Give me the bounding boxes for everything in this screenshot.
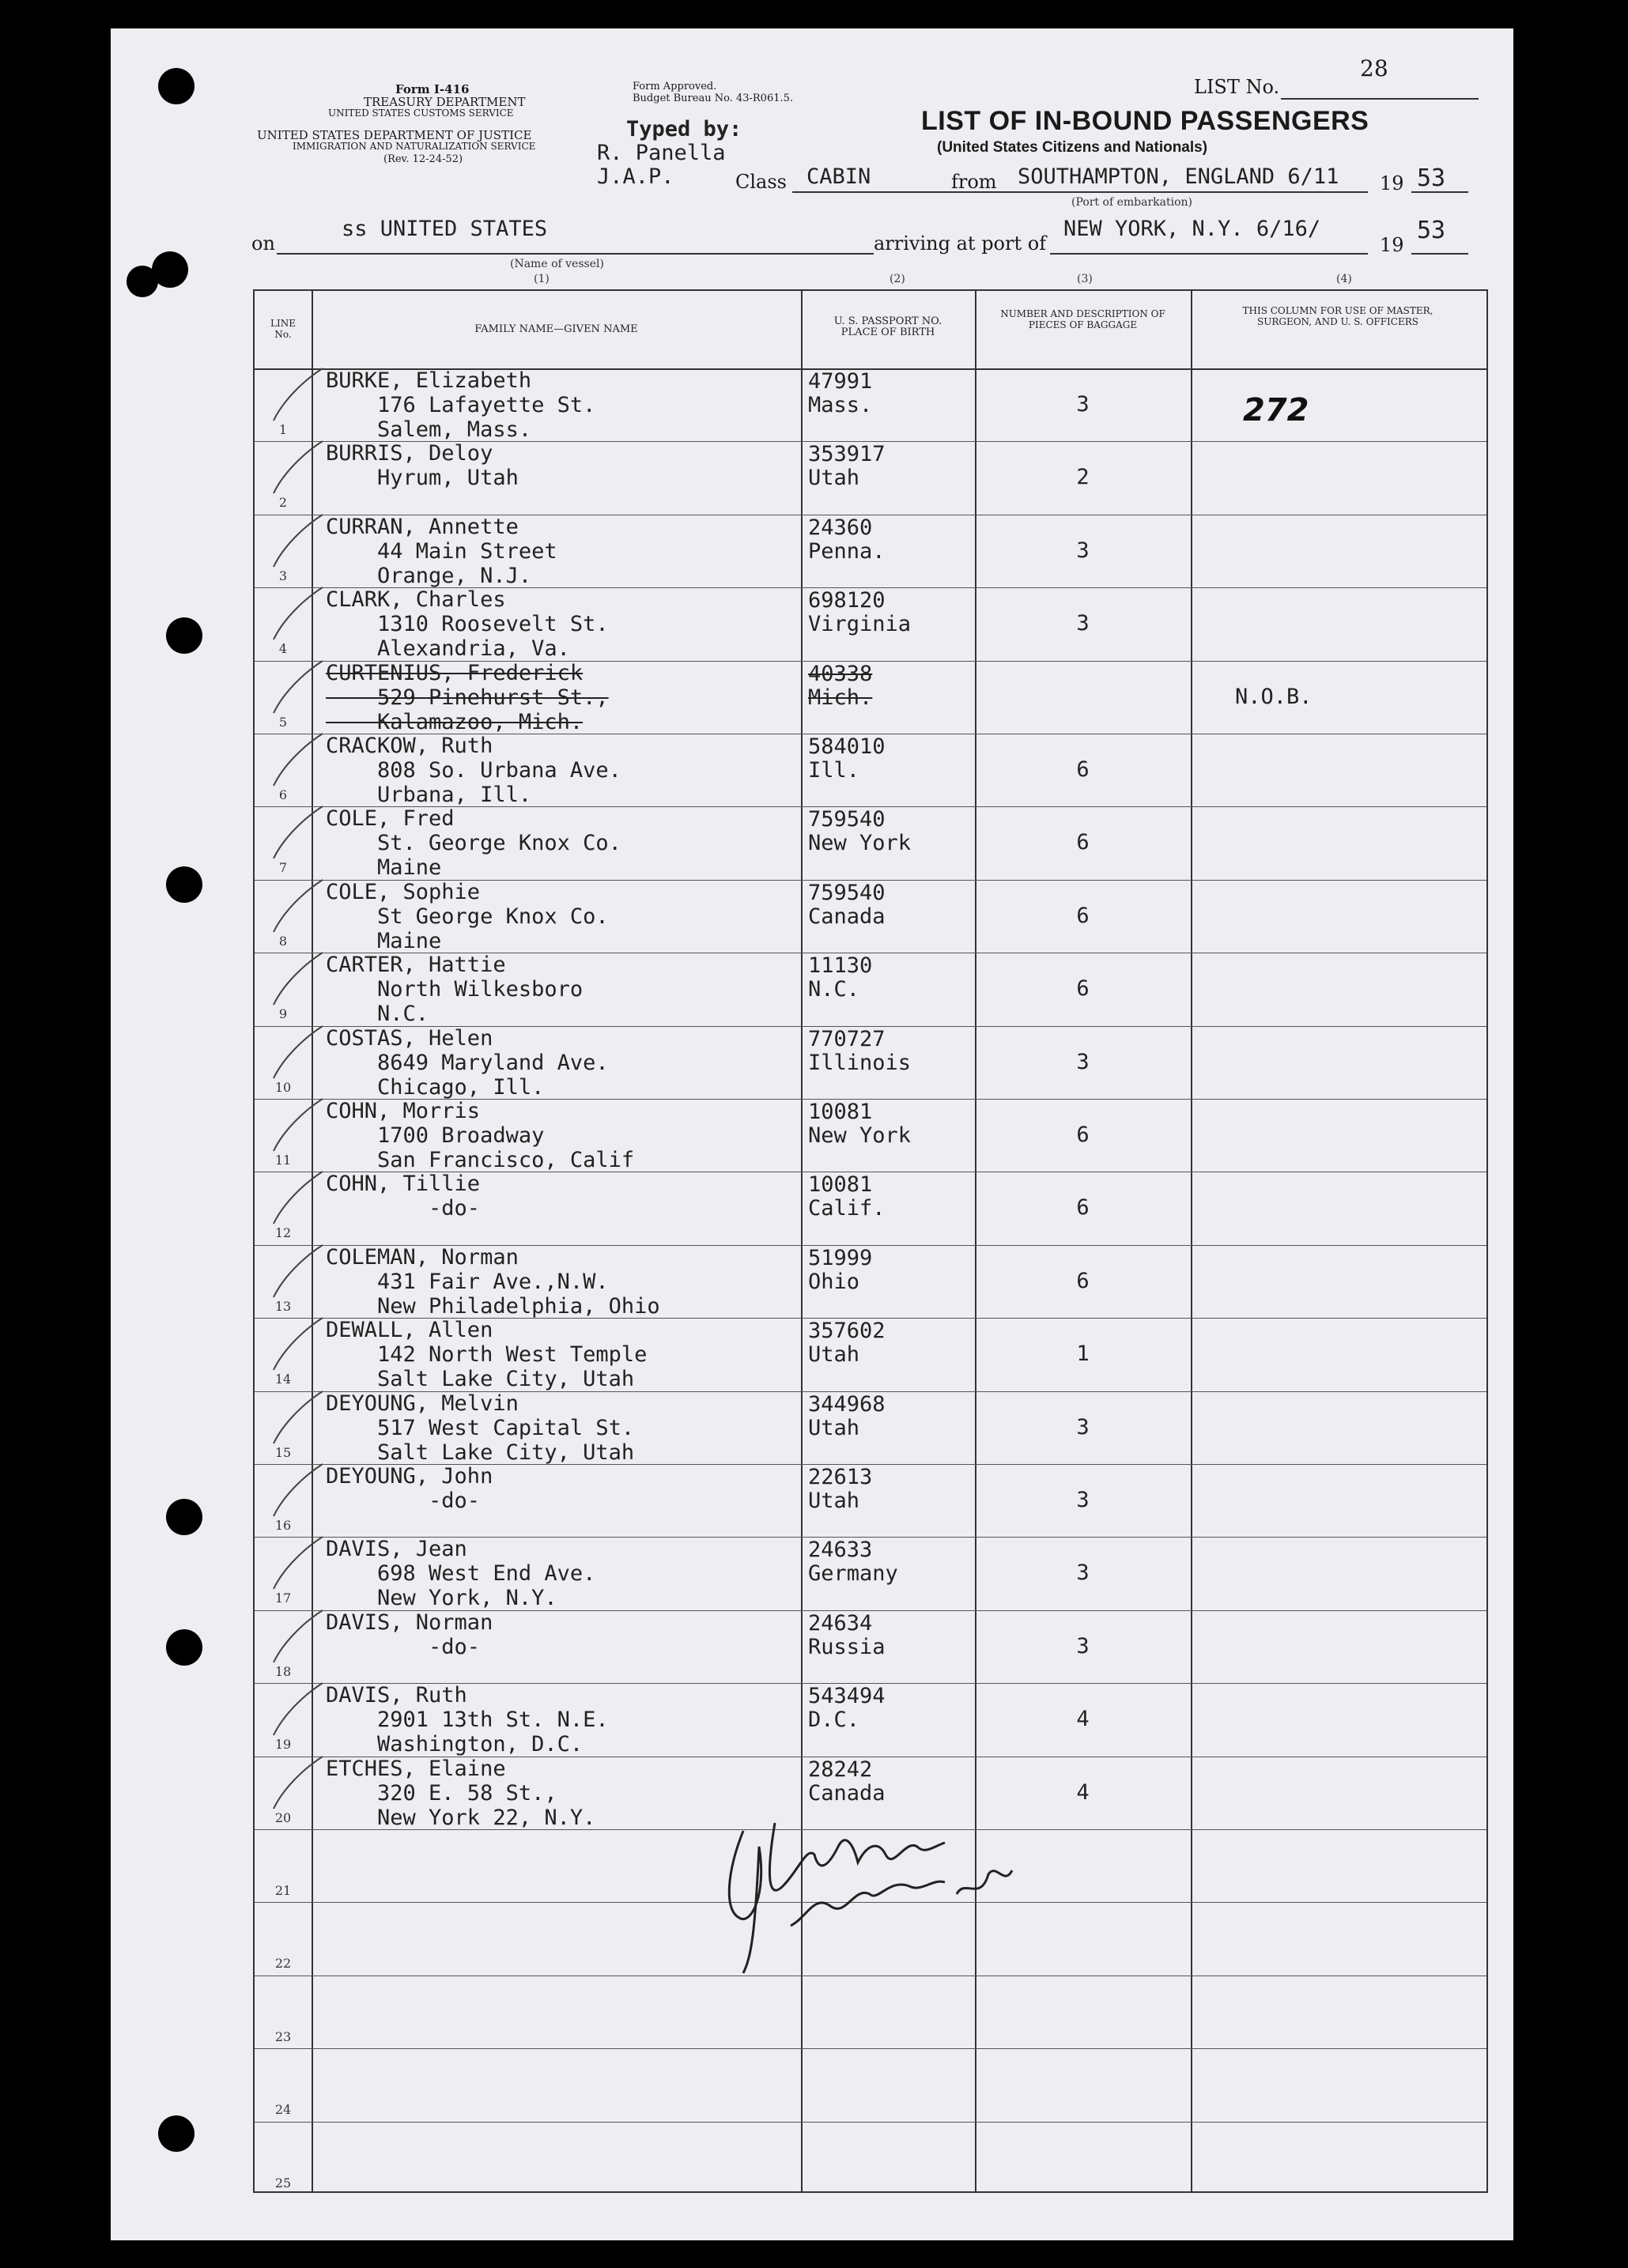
line-number: 14 (274, 1372, 292, 1387)
baggage-count: 6 (1076, 976, 1090, 1002)
line-number: 17 (274, 1591, 292, 1606)
place-of-birth: Illinois (808, 1050, 912, 1075)
baggage-count: 3 (1076, 1560, 1090, 1586)
passenger-address: -do- (326, 1634, 481, 1659)
col-num-4: (4) (1336, 273, 1352, 285)
baggage-count: 3 (1076, 1049, 1090, 1074)
passport-number: 543494 (808, 1684, 886, 1709)
passenger-address: St. George Knox Co. (326, 831, 621, 856)
check-mark-icon (267, 949, 331, 1021)
table-row (255, 1391, 1486, 1465)
check-mark-icon (267, 877, 331, 948)
passenger-address: 517 West Capital St. (326, 1415, 635, 1440)
officer-remark: N.O.B. (1235, 684, 1313, 709)
line-number: 22 (274, 1956, 292, 1972)
passenger-address: 2901 13th St. N.E. (326, 1708, 609, 1733)
passport-number: 357602 (808, 1319, 886, 1344)
passenger-address: Maine (326, 855, 442, 881)
check-mark-icon (267, 803, 331, 874)
line-number: 5 (278, 714, 288, 730)
baggage-count: 6 (1076, 757, 1090, 782)
vessel-caption: (Name of vessel) (510, 258, 604, 270)
passenger-address: -do- (326, 1489, 481, 1513)
check-mark-icon (267, 1753, 331, 1825)
place-of-birth: Calif. (808, 1196, 886, 1221)
passport-number: 47991 (808, 369, 873, 394)
passenger-address: 142 North West Temple (326, 1342, 648, 1368)
passenger-address: Hyrum, Utah (326, 466, 519, 491)
from-year-prefix: 19 (1380, 172, 1404, 194)
passenger-address: Maine (326, 928, 442, 953)
typed-by-name: R. Panella (597, 141, 726, 165)
check-mark-icon (267, 1168, 331, 1240)
table-row (255, 1683, 1486, 1757)
page-subtitle: (United States Citizens and Nationals) (937, 139, 1208, 156)
check-mark-icon (267, 1607, 331, 1678)
passport-number: 759540 (808, 807, 886, 832)
typed-by-label: Typed by: (626, 117, 742, 142)
passenger-name: CURRAN, Annette (326, 514, 519, 539)
table-row (255, 661, 1486, 734)
passenger-address: Salt Lake City, Utah (326, 1440, 635, 1465)
class-value: CABIN (806, 164, 871, 189)
passenger-name: ETCHES, Elaine (326, 1756, 506, 1781)
table-row (255, 1610, 1486, 1684)
table-row (255, 515, 1486, 588)
line-number: 3 (278, 568, 288, 583)
passenger-address: St George Knox Co. (326, 904, 609, 929)
table-row (255, 1026, 1486, 1100)
from-value: SOUTHAMPTON, ENGLAND 6/11 (1018, 164, 1339, 189)
table-row (255, 806, 1486, 880)
passenger-name: COLE, Fred (326, 806, 455, 832)
passport-number: 353917 (808, 442, 886, 467)
passenger-address: 529 Pinehurst St., (326, 685, 609, 710)
passenger-address: 698 West End Ave. (326, 1561, 596, 1587)
baggage-count: 6 (1076, 830, 1090, 855)
place-of-birth: Virginia (808, 612, 912, 637)
table-row (255, 1172, 1486, 1245)
binder-hole (152, 251, 188, 288)
passenger-address: New Philadelphia, Ohio (326, 1293, 660, 1319)
binder-hole (158, 2115, 195, 2152)
form-approved: Form Approved. (633, 81, 717, 92)
check-mark-icon (267, 1023, 331, 1094)
passport-number: 584010 (808, 734, 886, 759)
line-number: 24 (274, 2102, 292, 2118)
check-mark-icon (267, 1388, 331, 1459)
line-number: 10 (274, 1079, 292, 1095)
arrival-year: 53 (1417, 217, 1446, 244)
passport-number: 11130 (808, 953, 873, 979)
baggage-count: 4 (1076, 1707, 1090, 1732)
passenger-address: New York, N.Y. (326, 1586, 557, 1611)
table-row (255, 880, 1486, 953)
table-row (255, 1464, 1486, 1538)
line-number: 23 (274, 2028, 292, 2044)
baggage-count: 3 (1076, 1414, 1090, 1440)
binder-hole (166, 617, 202, 654)
passenger-address: 431 Fair Ave.,N.W. (326, 1269, 609, 1294)
customs-service: UNITED STATES CUSTOMS SERVICE (328, 108, 514, 119)
place-of-birth: New York (808, 1123, 912, 1148)
place-of-birth: Penna. (808, 538, 886, 564)
check-mark-icon (267, 1096, 331, 1167)
place-of-birth: Germany (808, 1561, 898, 1587)
line-number: 7 (278, 860, 288, 876)
col-header-baggage: NUMBER AND DESCRIPTION OF PIECES OF BAGGAGE (1000, 308, 1165, 330)
passenger-address: 320 E. 58 St., (326, 1780, 557, 1806)
officer-signature (720, 1799, 1067, 1989)
binder-hole (166, 1629, 202, 1666)
place-of-birth: N.C. (808, 977, 860, 1002)
baggage-count: 3 (1076, 392, 1090, 417)
table-row (255, 2048, 1486, 2122)
passenger-address: 1700 Broadway (326, 1123, 545, 1148)
arriving-label: arriving at port of (874, 232, 1047, 255)
line-number: 16 (274, 1518, 292, 1533)
check-mark-icon (267, 584, 331, 655)
place-of-birth: Ohio (808, 1269, 860, 1294)
binder-hole (166, 1499, 202, 1535)
check-mark-icon (267, 1534, 331, 1605)
passenger-name: DEWALL, Allen (326, 1318, 493, 1343)
passenger-address: 1310 Roosevelt St. (326, 612, 609, 637)
passport-number: 759540 (808, 880, 886, 905)
baggage-count: 6 (1076, 1195, 1090, 1221)
passenger-address: 44 Main Street (326, 538, 557, 564)
place-of-birth: Mass. (808, 393, 873, 417)
passenger-name: COLEMAN, Norman (326, 1244, 519, 1270)
line-number: 6 (278, 787, 288, 802)
passenger-address: Chicago, Ill. (326, 1074, 545, 1100)
passenger-address: 808 So. Urbana Ave. (326, 758, 621, 783)
check-mark-icon (267, 365, 331, 436)
vessel-name: ss UNITED STATES (342, 217, 548, 241)
col-header-officers: THIS COLUMN FOR USE OF MASTER, SURGEON, AND U. S. OFFICERS (1242, 305, 1433, 327)
list-no-label: LIST No. (1194, 76, 1280, 98)
passport-number: 770727 (808, 1026, 886, 1051)
table-row (255, 1318, 1486, 1391)
col-header-line-no: LINE No. (270, 318, 296, 340)
place-of-birth: Russia (808, 1634, 886, 1659)
line-number: 13 (274, 1298, 292, 1314)
from-year: 53 (1417, 164, 1446, 192)
passenger-address: San Francisco, Calif (326, 1148, 635, 1172)
budget-bureau: Budget Bureau No. 43-R061.5. (633, 92, 794, 104)
place-of-birth: Ill. (808, 758, 860, 783)
check-mark-icon (267, 730, 331, 802)
col-num-3: (3) (1077, 273, 1093, 285)
table-row (255, 1245, 1486, 1319)
place-of-birth: D.C. (808, 1708, 860, 1733)
line-number: 20 (274, 1809, 292, 1825)
passenger-address: Kalamazoo, Mich. (326, 709, 584, 734)
place-of-birth: Canada (808, 904, 886, 929)
line-number: 25 (274, 2175, 292, 2191)
passport-number: 24634 (808, 1610, 873, 1636)
passenger-name: COHN, Morris (326, 1099, 481, 1123)
passenger-address: Salem, Mass. (326, 417, 532, 442)
baggage-count: 3 (1076, 1488, 1090, 1512)
passenger-name: DEYOUNG, Melvin (326, 1391, 519, 1416)
baggage-count: 3 (1076, 611, 1090, 636)
place-of-birth: Utah (808, 1489, 860, 1513)
baggage-count: 2 (1076, 465, 1090, 490)
passenger-name: CLARK, Charles (326, 587, 506, 613)
baggage-count: 6 (1076, 903, 1090, 928)
baggage-count: 1 (1076, 1342, 1090, 1367)
check-mark-icon (267, 1461, 331, 1532)
passenger-name: CRACKOW, Ruth (326, 734, 493, 758)
immigration-service: IMMIGRATION AND NATURALIZATION SERVICE (293, 141, 536, 152)
passport-number: 24360 (808, 515, 873, 540)
passport-number: 51999 (808, 1245, 873, 1270)
baggage-count: 6 (1076, 1268, 1090, 1293)
passenger-address: Salt Lake City, Utah (326, 1367, 635, 1392)
passport-number: 24633 (808, 1538, 873, 1563)
revision-note: (Rev. 12-24-52) (383, 153, 463, 165)
port-embark-caption: (Port of embarkation) (1071, 196, 1192, 209)
passport-number: 10081 (808, 1100, 873, 1124)
manifest-page (111, 28, 1513, 2240)
baggage-count: 3 (1076, 538, 1090, 563)
passenger-address: North Wilkesboro (326, 977, 584, 1002)
passenger-name: DEYOUNG, John (326, 1464, 493, 1489)
passenger-name: COSTAS, Helen (326, 1025, 493, 1051)
line-number: 18 (274, 1663, 292, 1679)
passenger-address: 176 Lafayette St. (326, 393, 596, 417)
passenger-name: DAVIS, Norman (326, 1609, 493, 1635)
list-no: 28 (1360, 55, 1388, 81)
passenger-address: 8649 Maryland Ave. (326, 1050, 609, 1075)
passenger-address: -do- (326, 1196, 481, 1221)
table-row (255, 953, 1486, 1026)
passenger-address: Alexandria, Va. (326, 636, 570, 662)
check-mark-icon (267, 658, 331, 729)
typed-by-initials: J.A.P. (597, 164, 674, 189)
baggage-count: 3 (1076, 1633, 1090, 1659)
binder-hole (166, 866, 202, 903)
passenger-name: DAVIS, Ruth (326, 1683, 467, 1708)
line-number: 8 (278, 933, 288, 949)
justice-department: UNITED STATES DEPARTMENT OF JUSTICE (257, 128, 532, 142)
on-label: on (251, 232, 275, 255)
table-row (255, 1099, 1486, 1172)
table-row (255, 587, 1486, 661)
check-mark-icon (267, 438, 331, 509)
binder-hole (158, 68, 195, 104)
line-number: 4 (278, 641, 288, 657)
baggage-count: 6 (1076, 1123, 1090, 1147)
passenger-address: Urbana, Ill. (326, 783, 532, 807)
passport-number: 40338 (808, 661, 873, 686)
passenger-name: BURKE, Elizabeth (326, 368, 532, 393)
check-mark-icon (267, 511, 331, 583)
passenger-name: COLE, Sophie (326, 879, 481, 904)
col-num-2: (2) (890, 273, 905, 285)
place-of-birth: Mich. (808, 685, 873, 710)
table-row (255, 2122, 1486, 2195)
col-header-passport: U. S. PASSPORT NO. PLACE OF BIRTH (833, 315, 942, 338)
place-of-birth: New York (808, 831, 912, 856)
col-header-name: FAMILY NAME—GIVEN NAME (474, 323, 638, 335)
baggage-count: 4 (1076, 1779, 1090, 1805)
place-of-birth: Utah (808, 1415, 860, 1440)
place-of-birth: Canada (808, 1780, 886, 1806)
page-title: LIST OF IN-BOUND PASSENGERS (921, 106, 1369, 136)
line-number: 15 (274, 1444, 292, 1460)
passport-number: 22613 (808, 1465, 873, 1489)
place-of-birth: Utah (808, 1342, 860, 1368)
line-number: 1 (278, 422, 288, 437)
passenger-name: CARTER, Hattie (326, 953, 506, 978)
passenger-name: BURRIS, Deloy (326, 441, 493, 466)
check-mark-icon (267, 1242, 331, 1313)
check-mark-icon (267, 1680, 331, 1751)
table-row (255, 734, 1486, 807)
line-number: 19 (274, 1737, 292, 1753)
passport-number: 698120 (808, 588, 886, 613)
passenger-name: CURTENIUS, Frederick (326, 660, 584, 685)
check-mark-icon (267, 1315, 331, 1386)
passenger-address: Orange, N.J. (326, 563, 532, 588)
passenger-name: COHN, Tillie (326, 1172, 481, 1197)
line-number: 12 (274, 1225, 292, 1241)
col-num-1: (1) (534, 273, 550, 285)
passenger-address: Washington, D.C. (326, 1732, 584, 1757)
table-row (255, 1537, 1486, 1610)
form-number: Form I-416 (395, 82, 470, 96)
passenger-name: DAVIS, Jean (326, 1537, 467, 1562)
passport-number: 10081 (808, 1172, 873, 1198)
line-number: 21 (274, 1883, 292, 1898)
arrival-year-prefix: 19 (1380, 234, 1404, 256)
place-of-birth: Utah (808, 466, 860, 491)
table-row (255, 441, 1486, 515)
passenger-address: New York 22, N.Y. (326, 1805, 596, 1830)
from-label: from (951, 171, 997, 193)
line-number: 9 (278, 1006, 288, 1022)
count-stamp: 272 (1243, 392, 1309, 428)
line-number: 2 (278, 495, 288, 511)
line-number: 11 (274, 1153, 292, 1168)
passport-number: 344968 (808, 1391, 886, 1417)
arrival-port: NEW YORK, N.Y. 6/16/ (1063, 217, 1321, 241)
passenger-address: N.C. (326, 1002, 429, 1027)
passport-number: 28242 (808, 1757, 873, 1782)
treasury-department: TREASURY DEPARTMENT (364, 95, 526, 109)
class-label: Class (735, 171, 787, 193)
